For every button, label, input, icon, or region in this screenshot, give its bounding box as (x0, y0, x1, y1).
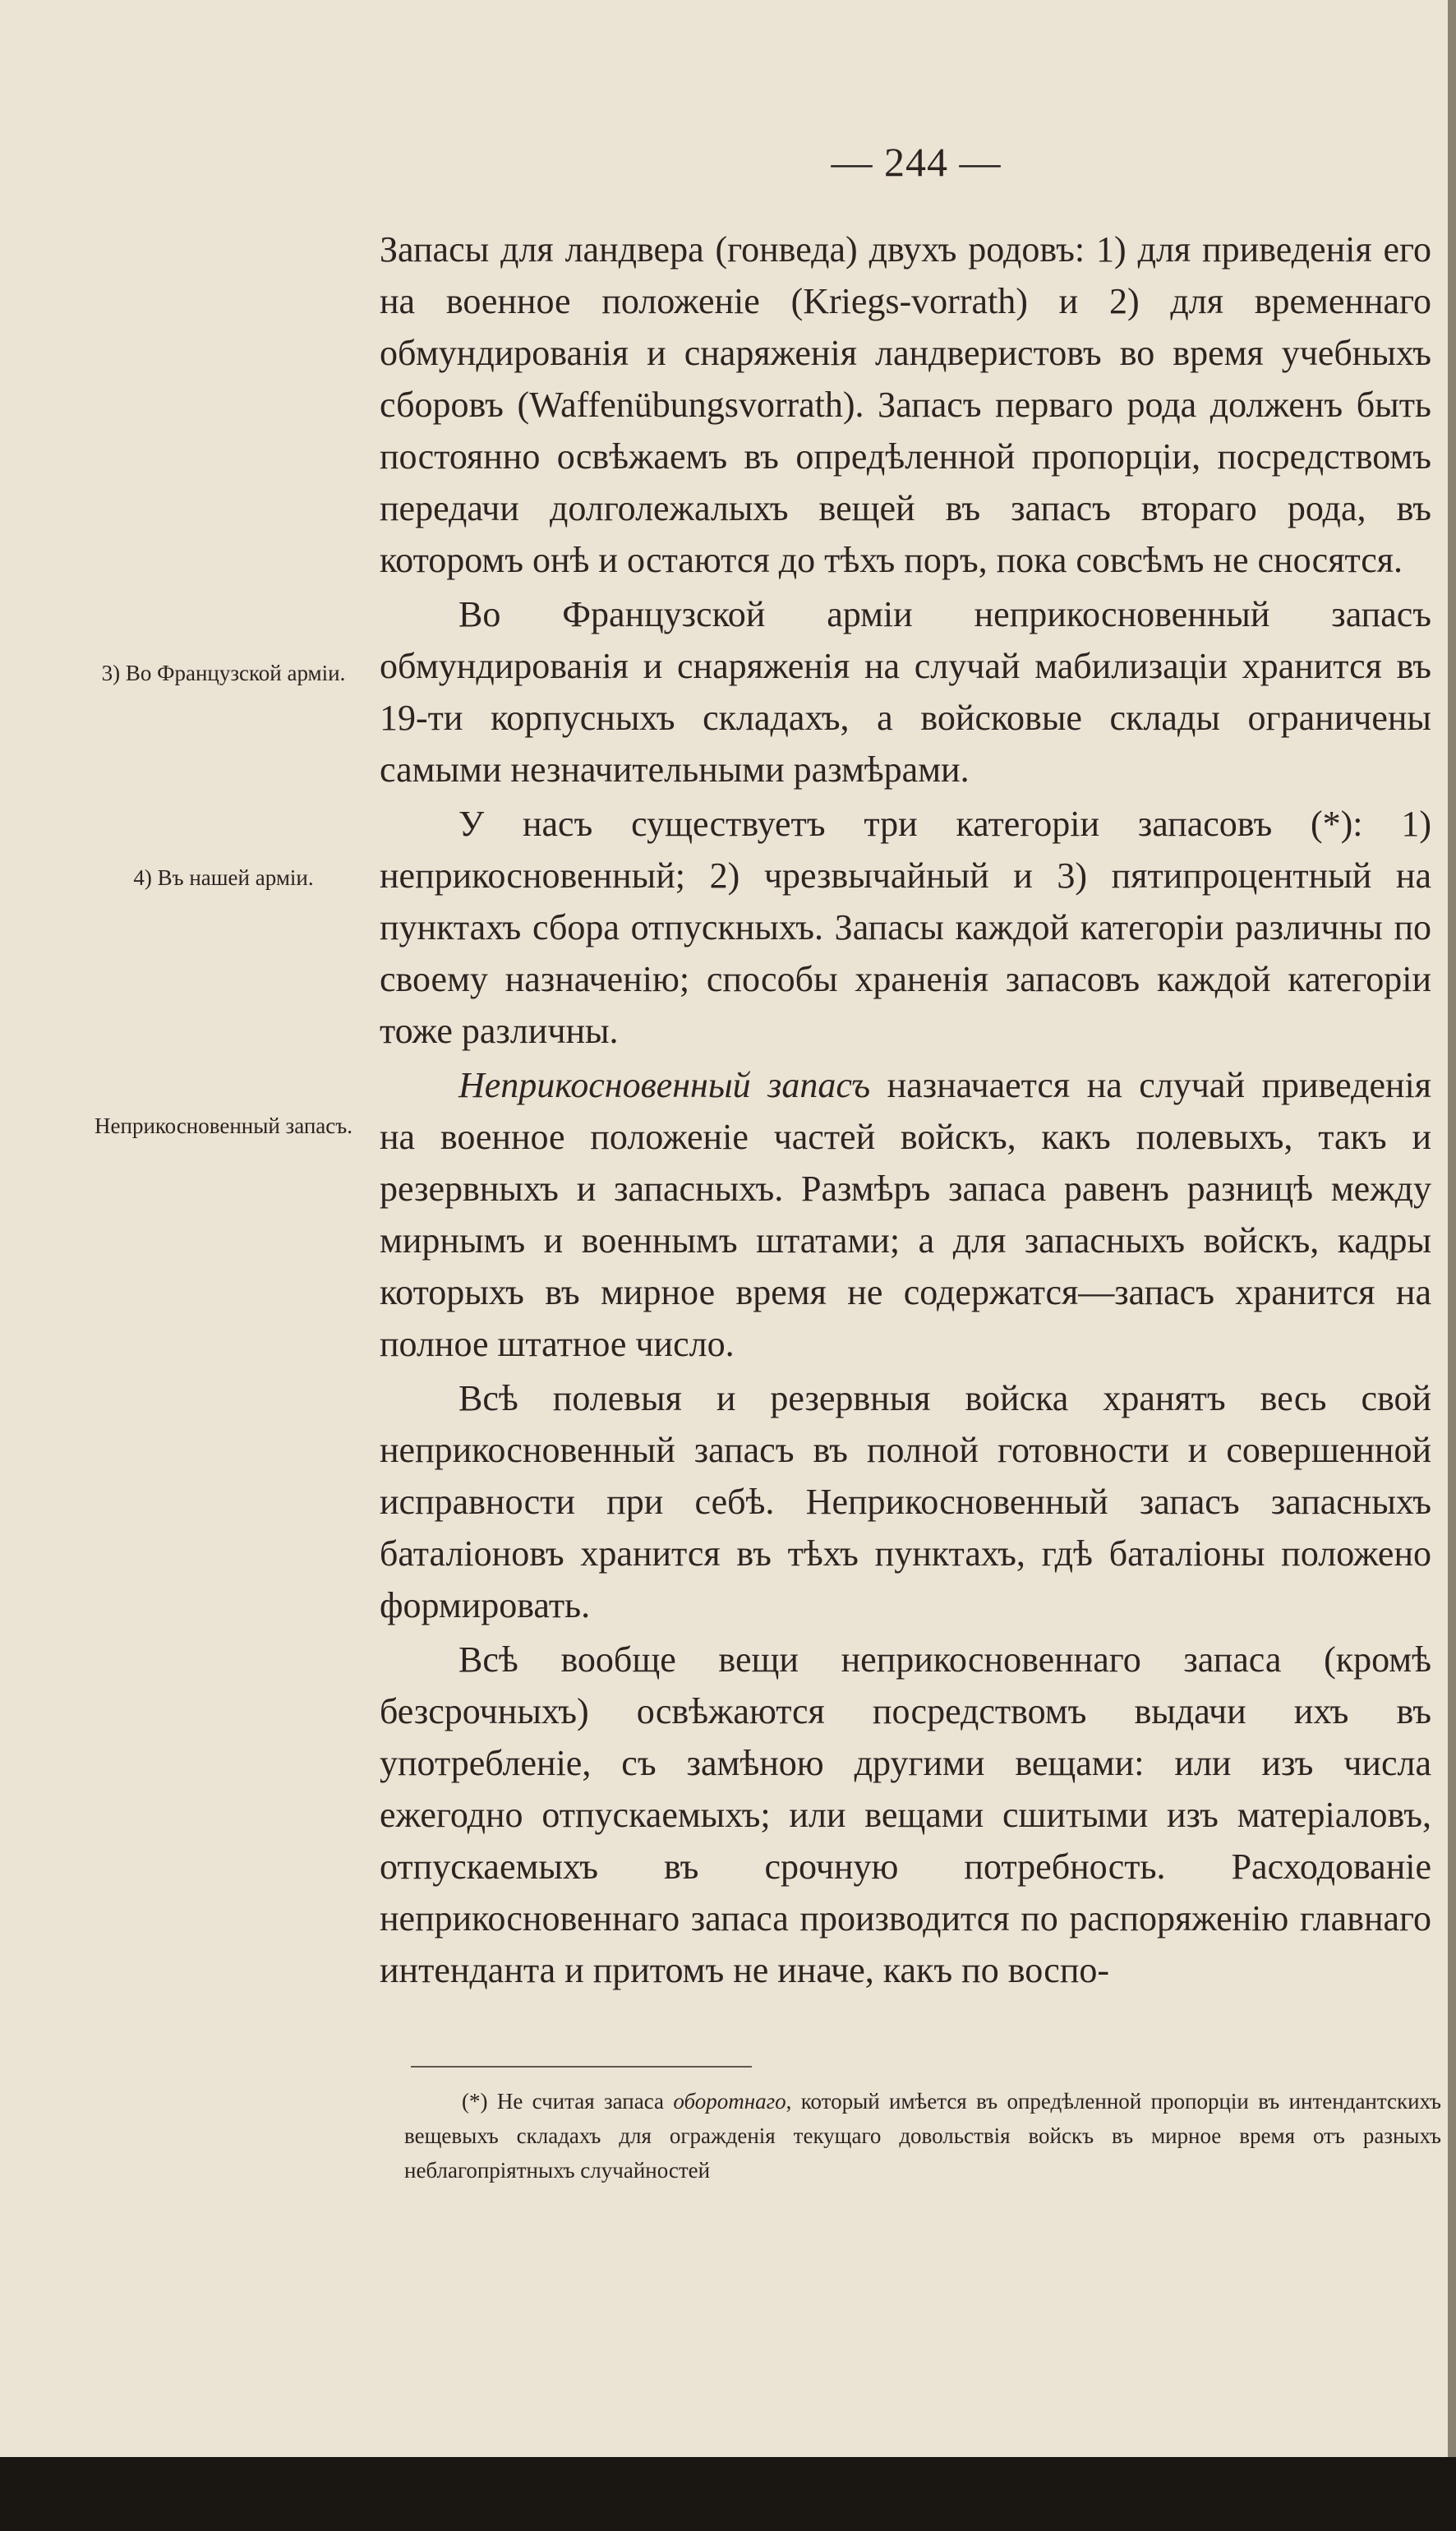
margin-note-french-army: 3) Во Французской арміи. (101, 661, 346, 685)
main-text (380, 224, 1431, 1999)
footnote-divider (411, 2066, 752, 2068)
page-edge (1448, 0, 1456, 2457)
footnote (404, 2084, 1441, 2188)
paragraph: Запасы для ландвера (гонведа) двухъ родовъ: 1) для приведенія его на военное положеніе (Kriegs-vorrath) и 2) для временнаго обмундированія и снаряженія ландверистовъ во время учебныхъ сборовъ (Waffenübungsvorrath). Запасъ перваго рода долженъ быть постоянно освѣжаемъ въ опредѣленной пропорціи, посредствомъ передачи долголежалыхъ вещей въ запасъ втораго рода, въ которомъ онѣ и остаются до тѣхъ поръ, пока совсѣмъ не сносятся. (380, 229, 1431, 580)
footnote-body: , который имѣется въ опредѣленной пропорціи въ интендантскихъ вещевыхъ складахъ для огражденія текущаго довольствія войскъ въ мирное время отъ разныхъ неблагопріятныхъ случайностей (404, 2089, 1441, 2183)
paragraph: У насъ существуетъ три категоріи запасовъ (*): 1) неприкосновенный; 2) чрезвычайный и 3) пятипроцентный на пунктахъ сбора отпускныхъ. Запасы каждой категоріи различны по своему назначенію; способы храненія запасовъ каждой категоріи тоже различны. (380, 804, 1431, 1051)
footnote-mark: (*) Не считая запаса (462, 2089, 674, 2114)
paragraph: Всѣ вообще вещи неприкосновеннаго запаса (кромѣ безсрочныхъ) освѣжаются посредствомъ выдачи ихъ въ употребленіе, съ замѣною другими вещами: или изъ числа ежегодно отпускаемыхъ; или вещами сшитыми изъ матеріаловъ, отпускаемыхъ въ срочную потребность. Расходованіе неприкосновеннаго запаса производится по распоряженію главнаго интенданта и притомъ не иначе, какъ по воспо- (380, 1639, 1431, 1990)
paragraph: Всѣ полевыя и резервныя войска хранятъ весь свой неприкосновенный запасъ въ полной готовности и совершенной исправности при себѣ. Неприкосновенный запасъ запасныхъ баталіоновъ хранится въ тѣхъ пунктахъ, гдѣ баталіоны положено формировать. (380, 1378, 1431, 1625)
paragraph-body: назначается на случай приведенія на военное положеніе частей войскъ, какъ полевыхъ, такъ и резервныхъ и запасныхъ. Размѣръ запаса равенъ разницѣ между мирнымъ и военнымъ штатами; а для запасныхъ войскъ, кадры которыхъ въ мирное время не содержатся—запасъ хранится на полное штатное число. (380, 1065, 1431, 1364)
italic-term: Неприкосновенный запасъ (458, 1065, 871, 1105)
margin-note-our-army: 4) Въ нашей арміи. (133, 865, 314, 890)
margin-note-reserve-stock: Неприкосновенный запасъ. (94, 1113, 352, 1138)
footnote-italic: оборотнаго (673, 2089, 786, 2114)
footnote-paragraph (404, 2084, 1441, 2188)
paragraph (380, 1059, 1431, 1370)
paragraph: Во Французской арміи неприкосновенный запасъ обмундированія и снаряженія на случай мабилизаціи хранится въ 19-ти корпусныхъ складахъ, а войсковые склады ограничены самыми незначительными размѣрами. (380, 594, 1431, 790)
page-number: — 244 — (831, 139, 1002, 185)
